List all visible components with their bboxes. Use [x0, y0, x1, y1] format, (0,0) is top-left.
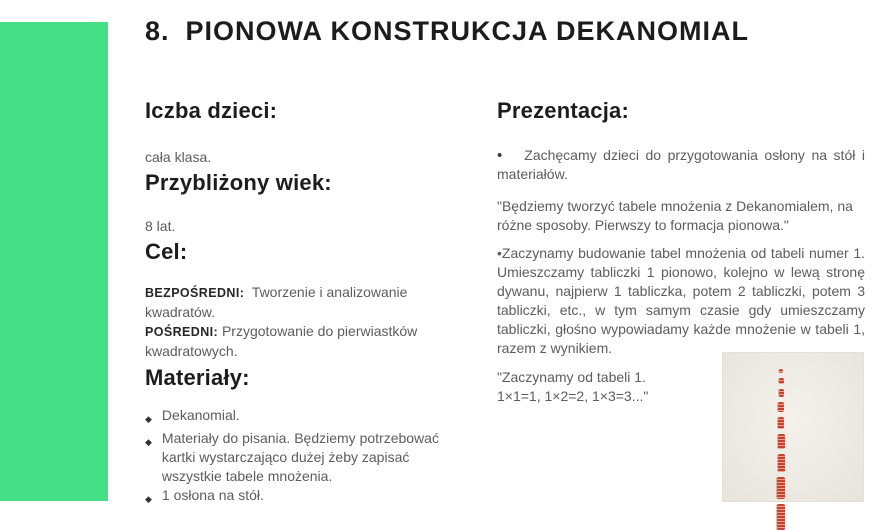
heading-presentation: Prezentacja: [497, 98, 630, 123]
bead-bar [779, 369, 783, 373]
bead-bar [778, 434, 785, 449]
page-title-number: 8. [145, 16, 170, 46]
materials-list [145, 406, 469, 509]
bead-bars-photo [722, 352, 864, 502]
list-item-text: Materiały do pisania. Będziemy potrzebować kartki wystarczająco dużej żeby zapisać wszystkie tabele mnożenia. [161, 430, 439, 484]
bead-bar [779, 389, 784, 397]
goal-direct-label: BEZPOŚREDNI: [145, 286, 245, 300]
presentation-bullet-2-text: Zaczynamy budowanie tabel mnożenia od tabeli numer 1. Umieszczamy tabliczki 1 pionowo, kolejno w lewą stronę dywanu, najpierw 1 tabliczka, potem 2 tabliczki, potem 3 tabliczki, etc., w tym samym czasie gdy umieszczamy tabliczki, głośno wypowiadamy każde mnożenie w tabeli 1, razem z wynikiem. [497, 245, 865, 356]
heading-goal: Cel: [145, 239, 188, 264]
goal-indirect-text: Przygotowanie do pierwiastków kwadratowych. [145, 323, 418, 359]
quote-2-line-1: "Zaczynamy od tabeli 1. [497, 369, 646, 385]
diamond-bullet-icon: ◆ [145, 414, 152, 424]
list-item [145, 406, 469, 429]
presentation-bullet-1 [497, 146, 865, 184]
round-bullet-icon: • [497, 245, 502, 261]
list-item-text: Dekanomial. [161, 407, 240, 423]
heading-materials: Materiały: [145, 365, 250, 390]
goal-indirect-label: POŚREDNI: [145, 325, 219, 339]
text-number-of-children: cała klasa. [145, 149, 212, 165]
list-item-text: 1 osłona na stół. [161, 487, 264, 503]
bead-bar [777, 477, 785, 499]
list-item [145, 486, 469, 509]
accent-bar [0, 22, 108, 501]
list-item [145, 429, 469, 486]
left-column [145, 98, 469, 509]
goal-direct-text: Tworzenie i analizowanie kwadratów. [145, 284, 408, 320]
bead-bar [778, 402, 784, 412]
bead-bar [777, 504, 785, 530]
presentation-quote-1: "Będziemy tworzyć tabele mnożenia z Dekanomialem, na różne sposoby. Pierwszy to formacja pionowa." [497, 198, 853, 233]
heading-approximate-age: Przybliżony wiek: [145, 170, 332, 195]
bead-column [777, 369, 785, 530]
round-bullet-icon: • [497, 147, 503, 164]
presentation-bullet-1-text: Zachęcamy dzieci do przygotowania osłony na stół i materiałów. [497, 147, 865, 182]
quote-2-line-2: 1×1=1, 1×2=2, 1×3=3..." [497, 388, 649, 404]
goal-paragraph [145, 283, 469, 361]
text-approximate-age: 8 lat. [145, 218, 176, 234]
bead-bar [778, 454, 785, 472]
page-title-text: PIONOWA KONSTRUKCJA DEKANOMIAL [185, 16, 750, 46]
bead-bar [778, 417, 784, 429]
heading-number-of-children: Iczba dzieci: [145, 98, 278, 123]
diamond-bullet-icon: ◆ [145, 437, 152, 447]
bead-bar [779, 378, 784, 384]
presentation-bullet-2 [497, 244, 865, 358]
diamond-bullet-icon: ◆ [145, 494, 152, 504]
page-title [145, 16, 749, 47]
